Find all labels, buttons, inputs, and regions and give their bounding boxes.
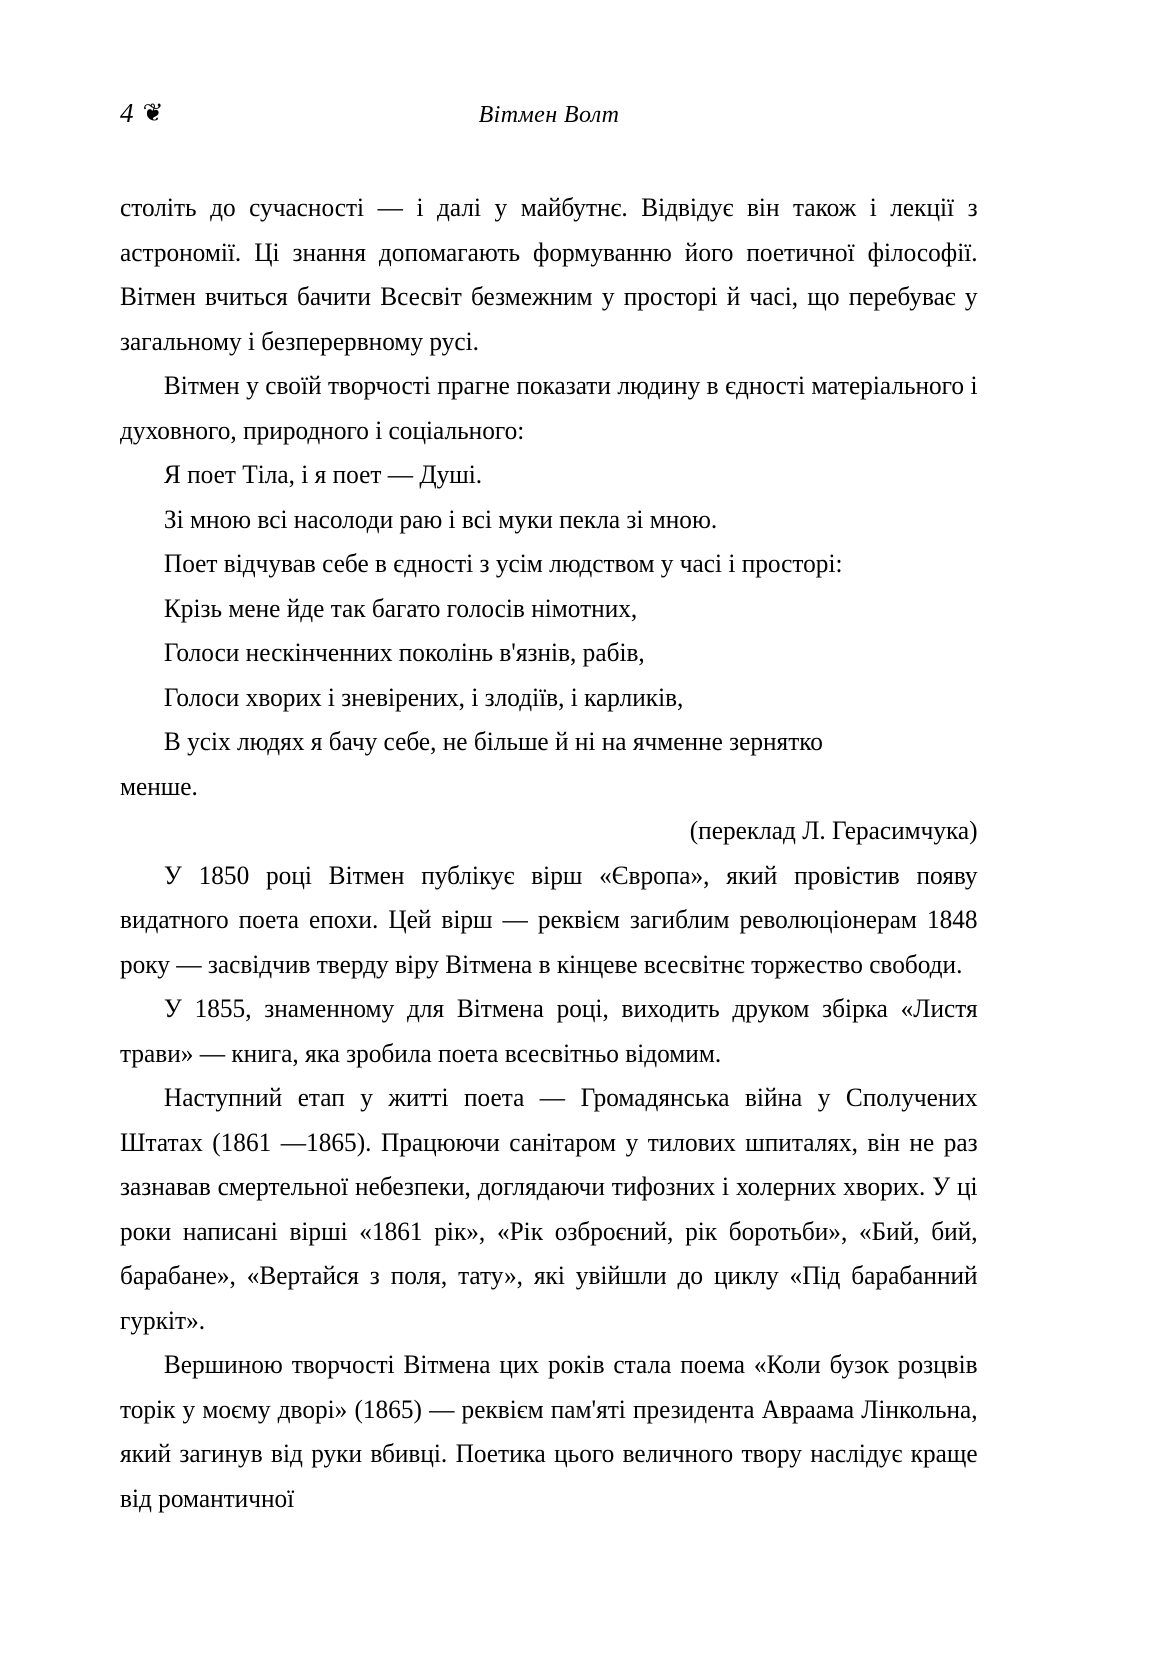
paragraph-continuation: століть до сучасності — і далі у майбутнє. Відвідує він також і лекції з астрономії. Ці знання допомагають формуванню його поетичної філософії. Вітмен вчиться бачити Всесвіт безмежним у просторі й часі, що перебуває у загальному і безперервному русі. bbox=[120, 192, 978, 356]
verse-lead-in: Поет відчував себе в єдності з усім людством у часі і просторі: bbox=[163, 548, 843, 578]
running-head bbox=[120, 100, 978, 140]
paragraph-civil-war: Наступний етап у житті поета — Громадянська війна у Сполучених Штатах (1861 —1865). Працюючи санітаром у тилових шпиталях, він не раз зазнавав смертельної небезпеки, доглядаючи тифозних і холерних хворих. У ці роки написані вірші «1861 рік», «Рік озброєний, рік боротьби», «Бий, бий, барабане», «Вертайся з поля, тату», які увійшли до циклу «Під барабанний гуркіт». bbox=[120, 1082, 978, 1335]
verse-line: Крізь мене йде так багато голосів німотних, bbox=[163, 592, 638, 623]
text-column bbox=[120, 185, 978, 1520]
verse-line: Зі мною всі насолоди раю і всі муки пекла зі мною. bbox=[163, 503, 718, 534]
translator-attribution: (переклад Л. Герасимчука) bbox=[689, 815, 978, 845]
verse-line: В усіх людях я бачу себе, не більше й ні на ячменне зернятко bbox=[163, 726, 823, 756]
page-number: 4 bbox=[120, 98, 134, 128]
verse-line: Голоси хворих і зневірених, і злодіїв, і карликів, bbox=[163, 681, 684, 712]
verse-line: Я поет Тіла, і я поет — Душі. bbox=[163, 459, 483, 489]
paragraph-unity: Вітмен у своїй творчості прагне показати людину в єдності матеріального і духовного, природного і соціального: bbox=[120, 370, 978, 445]
paragraph-lilacs-elegy: Вершиною творчості Вітмена цих років стала поема «Коли бузок розцвів торік у моєму дворі» (1865) — реквієм пам'яті президента Авраама Лінкольна, який загинув від руки вбивці. Поетика цього величного твору наслідує краще від романтичної bbox=[120, 1349, 978, 1513]
verse-line-runover: менше. bbox=[120, 770, 198, 801]
verse-line: Голоси нескінченних поколінь в'язнів, рабів, bbox=[163, 637, 645, 667]
paragraph-europe-poem: У 1850 році Вітмен публікує вірш «Європа», який провістив появу видатного поета епохи. Цей вірш — реквієм загиблим революціонерам 1848 року — засвідчив тверду віру Вітмена в кінцеве всесвітнє торжество свободи. bbox=[120, 859, 978, 979]
floral-ornament-icon: ❦ bbox=[142, 100, 164, 127]
paragraph-leaves-of-grass: У 1855, знаменному для Вітмена році, виходить друком збірка «Листя трави» — книга, яка зробила поета всесвітньо відомим. bbox=[120, 993, 978, 1068]
running-title: Вітмен Волт bbox=[478, 102, 620, 128]
